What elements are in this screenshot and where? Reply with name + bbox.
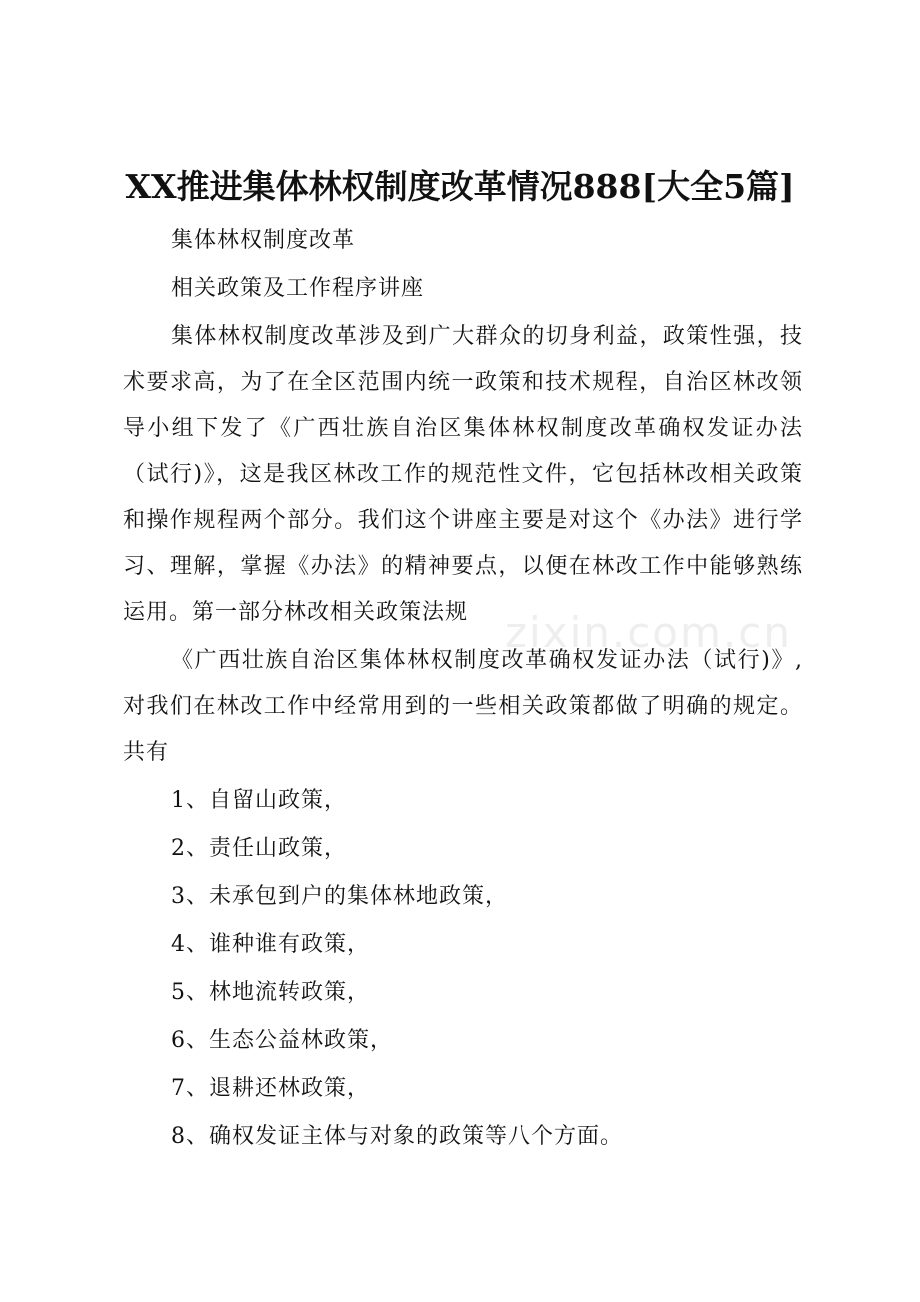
list-item: 5、林地流转政策， (171, 980, 370, 1005)
paragraph-regulations: 《广西壮族自治区集体林权制度改革确权发证办法（试行)》,对我们在林改工作中经常用到的一些相关政策都做了明确的规定。共有 (123, 648, 803, 765)
subtitle-reform: 集体林权制度改革 (171, 228, 356, 253)
subtitle-lecture: 相关政策及工作程序讲座 (171, 276, 425, 301)
list-item: 7、退耕还林政策， (171, 1076, 370, 1101)
list-item: 3、未承包到户的集体林地政策， (171, 884, 508, 909)
paragraph-intro: 集体林权制度改革涉及到广大群众的切身利益，政策性强，技术要求高，为了在全区范围内统一政策和技术规程，自治区林改领导小组下发了《广西壮族自治区集体林权制度改革确权发证办法（试行)》，这是我区林改工作的规范性文件，它包括林改相关政策和操作规程两个部分。我们这个讲座主要是对这个《办法》进行学习、理解，掌握《办法》的精神要点，以便在林改工作中能够熟练运用。第一部分林改相关政策法规 (123, 324, 803, 625)
document-body (123, 218, 803, 1162)
list-item: 2、责任山政策， (171, 836, 347, 861)
list-item: 8、确权发证主体与对象的政策等八个方面。 (171, 1124, 623, 1149)
document-title: XX推进集体林权制度改革情况888[大全5篇] (125, 167, 795, 206)
list-item: 4、谁种谁有政策， (171, 932, 370, 957)
list-item: 6、生态公益林政策， (171, 1028, 393, 1053)
list-item: 1、自留山政策， (171, 788, 347, 813)
watermark: zixin.com.cn (505, 608, 792, 657)
